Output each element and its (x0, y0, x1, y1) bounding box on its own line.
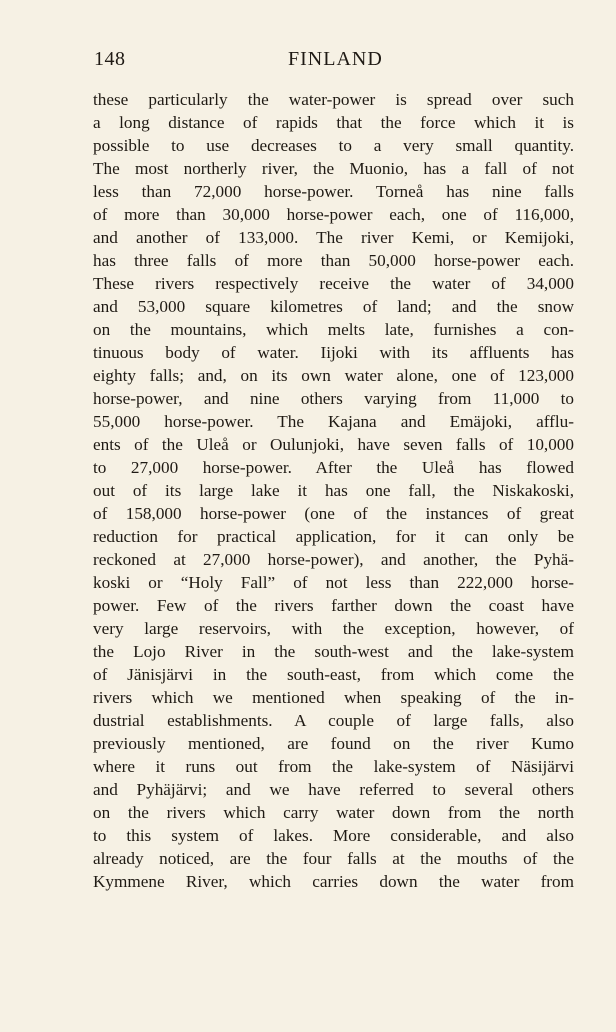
text-line: rivers which we mentioned when speaking of the in- (93, 688, 574, 707)
text-line: and 53,000 square kilometres of land; and the snow (93, 297, 574, 316)
text-line: ents of the Uleå or Oulunjoki, have seven falls of 10,000 (93, 435, 574, 454)
text-line: where it runs out from the lake-system of Näsijärvi (93, 757, 574, 776)
text-line: power. Few of the rivers farther down the coast have (93, 596, 574, 615)
text-line: to this system of lakes. More considerable, and also (93, 826, 574, 845)
text-line: koski or “Holy Fall” of not less than 222,000 horse- (93, 573, 574, 592)
text-line: out of its large lake it has one fall, the Niskakoski, (93, 481, 574, 500)
text-line: and another of 133,000. The river Kemi, or Kemijoki, (93, 228, 574, 247)
text-line: possible to use decreases to a very small quantity. (93, 136, 574, 155)
text-line: horse-power, and nine others varying from 11,000 to (93, 389, 574, 408)
body-paragraph (93, 88, 574, 893)
text-line: of 158,000 horse-power (one of the instances of great (93, 504, 574, 523)
text-line: These rivers respectively receive the water of 34,000 (93, 274, 574, 293)
text-line: the Lojo River in the south-west and the lake-system (93, 642, 574, 661)
running-title: FINLAND (288, 48, 383, 70)
text-line: has three falls of more than 50,000 horse-power each. (93, 251, 574, 270)
text-line: 55,000 horse-power. The Kajana and Emäjoki, afflu- (93, 412, 574, 431)
text-line: eighty falls; and, on its own water alone, one of 123,000 (93, 366, 574, 385)
text-line: these particularly the water-power is spread over such (93, 90, 574, 109)
text-line: very large reservoirs, with the exception, however, of (93, 619, 574, 638)
text-line: Kymmene River, which carries down the water from (93, 872, 574, 891)
page-header (94, 48, 572, 76)
text-line: already noticed, are the four falls at the mouths of the (93, 849, 574, 868)
text-line: a long distance of rapids that the force which it is (93, 113, 574, 132)
text-line: of Jänisjärvi in the south-east, from which come the (93, 665, 574, 684)
text-line: and Pyhäjärvi; and we have referred to several others (93, 780, 574, 799)
text-line: on the rivers which carry water down from the north (93, 803, 574, 822)
text-line: of more than 30,000 horse-power each, one of 116,000, (93, 205, 574, 224)
text-line: on the mountains, which melts late, furnishes a con- (93, 320, 574, 339)
text-line: dustrial establishments. A couple of large falls, also (93, 711, 574, 730)
text-line: tinuous body of water. Iijoki with its affluents has (93, 343, 574, 362)
text-line: to 27,000 horse-power. After the Uleå has flowed (93, 458, 574, 477)
text-line: reduction for practical application, for it can only be (93, 527, 574, 546)
text-line: The most northerly river, the Muonio, has a fall of not (93, 159, 574, 178)
text-line: previously mentioned, are found on the river Kumo (93, 734, 574, 753)
page-number: 148 (94, 48, 126, 70)
text-line: less than 72,000 horse-power. Torneå has nine falls (93, 182, 574, 201)
text-line: reckoned at 27,000 horse-power), and another, the Pyhä- (93, 550, 574, 569)
